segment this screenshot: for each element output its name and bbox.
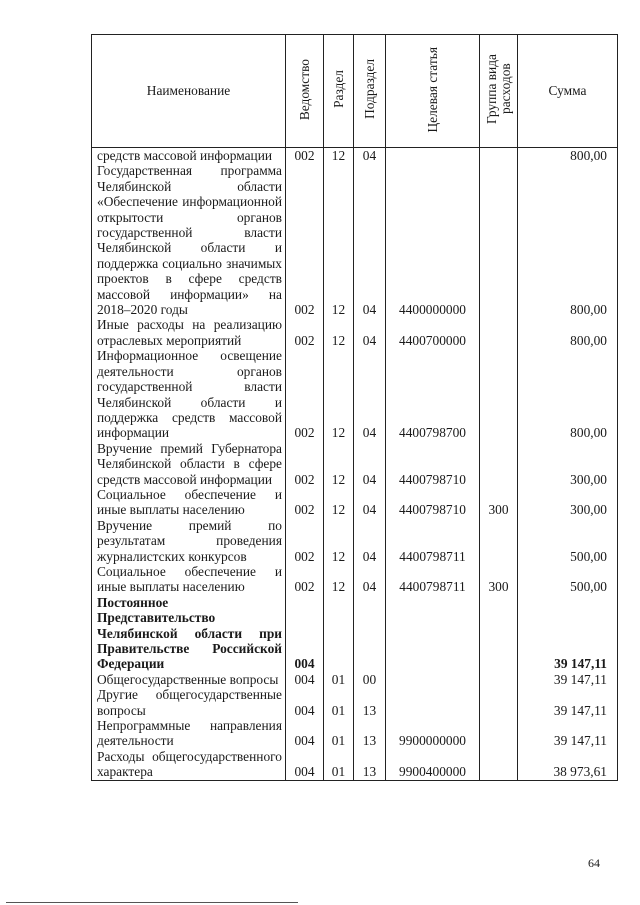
cell-summa: 800,00 <box>518 348 618 440</box>
cell-summa: 39 147,11 <box>518 718 618 749</box>
cell-celevaya-statya: 4400798700 <box>386 348 480 440</box>
cell-gruppa: 300 <box>480 487 518 518</box>
cell-vedomstvo: 002 <box>286 564 324 595</box>
cell-gruppa <box>480 749 518 780</box>
cell-gruppa <box>480 348 518 440</box>
cell-name: Вручение премий Губернатора Челябинской области в сфере средств массовой информации <box>92 441 286 487</box>
cell-razdel: 12 <box>324 441 354 487</box>
header-vedomstvo: Ведомство <box>286 35 324 148</box>
page-number: 64 <box>588 856 600 870</box>
cell-gruppa: 300 <box>480 564 518 595</box>
cell-podrazdel: 04 <box>354 148 386 164</box>
cell-gruppa <box>480 148 518 164</box>
cell-name: Постоянное Представительство Челябинской области при Правительстве Российской Федерации <box>92 595 286 672</box>
cell-razdel: 01 <box>324 749 354 780</box>
cell-podrazdel: 04 <box>354 348 386 440</box>
header-name: Наименование <box>92 35 286 148</box>
cell-gruppa <box>480 518 518 564</box>
cell-name: Непрограммные направления деятельности <box>92 718 286 749</box>
cell-podrazdel: 04 <box>354 163 386 317</box>
table-row <box>92 687 618 718</box>
cell-name: Общегосударственные вопросы <box>92 672 286 687</box>
cell-gruppa <box>480 441 518 487</box>
cell-razdel: 12 <box>324 163 354 317</box>
cell-podrazdel: 04 <box>354 487 386 518</box>
cell-summa: 39 147,11 <box>518 595 618 672</box>
cell-vedomstvo: 004 <box>286 749 324 780</box>
cell-name: Расходы общегосударственного характера <box>92 749 286 780</box>
cell-razdel: 01 <box>324 718 354 749</box>
table-row <box>92 441 618 487</box>
cell-celevaya-statya: 4400798711 <box>386 564 480 595</box>
cell-vedomstvo: 002 <box>286 148 324 164</box>
cell-name: Иные расходы на реализацию отраслевых мероприятий <box>92 317 286 348</box>
table-row <box>92 518 618 564</box>
cell-celevaya-statya <box>386 595 480 672</box>
table-row <box>92 348 618 440</box>
cell-vedomstvo: 002 <box>286 348 324 440</box>
cell-celevaya-statya: 4400700000 <box>386 317 480 348</box>
cell-razdel <box>324 595 354 672</box>
cell-celevaya-statya <box>386 148 480 164</box>
cell-gruppa <box>480 718 518 749</box>
cell-name: Другие общегосударственные вопросы <box>92 687 286 718</box>
cell-podrazdel: 04 <box>354 518 386 564</box>
cell-celevaya-statya: 9900400000 <box>386 749 480 780</box>
cell-celevaya-statya: 4400798710 <box>386 487 480 518</box>
cell-name: Вручение премий по результатам проведения журналистских конкурсов <box>92 518 286 564</box>
table-row <box>92 163 618 317</box>
cell-gruppa <box>480 595 518 672</box>
cell-summa: 300,00 <box>518 487 618 518</box>
cell-vedomstvo: 004 <box>286 595 324 672</box>
cell-razdel: 12 <box>324 487 354 518</box>
cell-vedomstvo: 002 <box>286 518 324 564</box>
cell-celevaya-statya <box>386 687 480 718</box>
cell-vedomstvo: 002 <box>286 441 324 487</box>
cell-name: Информационное освещение деятельности органов государственной власти Челябинской области и поддержка средств массовой информации <box>92 348 286 440</box>
footer-rule <box>6 902 298 903</box>
cell-vedomstvo: 002 <box>286 487 324 518</box>
cell-celevaya-statya: 9900000000 <box>386 718 480 749</box>
cell-podrazdel <box>354 595 386 672</box>
table-row <box>92 672 618 687</box>
cell-vedomstvo: 002 <box>286 317 324 348</box>
cell-summa: 800,00 <box>518 317 618 348</box>
table-row <box>92 718 618 749</box>
cell-podrazdel: 04 <box>354 564 386 595</box>
cell-gruppa <box>480 687 518 718</box>
table-row <box>92 148 618 164</box>
table-row <box>92 317 618 348</box>
cell-celevaya-statya: 4400798711 <box>386 518 480 564</box>
cell-podrazdel: 13 <box>354 687 386 718</box>
cell-razdel: 12 <box>324 564 354 595</box>
cell-podrazdel: 00 <box>354 672 386 687</box>
cell-summa: 500,00 <box>518 564 618 595</box>
cell-gruppa <box>480 317 518 348</box>
cell-summa: 300,00 <box>518 441 618 487</box>
header-razdel: Раздел <box>324 35 354 148</box>
cell-summa: 39 147,11 <box>518 672 618 687</box>
header-summa: Сумма <box>518 35 618 148</box>
cell-vedomstvo: 004 <box>286 687 324 718</box>
cell-razdel: 01 <box>324 672 354 687</box>
cell-celevaya-statya: 4400000000 <box>386 163 480 317</box>
header-row <box>92 35 618 148</box>
cell-razdel: 12 <box>324 348 354 440</box>
header-gruppa-vida-rashodov: Группа вида расходов <box>480 35 518 148</box>
cell-podrazdel: 13 <box>354 749 386 780</box>
cell-name: Социальное обеспечение и иные выплаты населению <box>92 487 286 518</box>
cell-summa: 800,00 <box>518 148 618 164</box>
cell-podrazdel: 04 <box>354 317 386 348</box>
cell-name: Социальное обеспечение и иные выплаты населению <box>92 564 286 595</box>
cell-gruppa <box>480 163 518 317</box>
cell-celevaya-statya: 4400798710 <box>386 441 480 487</box>
cell-name: Государственная программа Челябинской области «Обеспечение информационной открытости органов государственной власти Челябинской области и поддержка социально значимых проектов в сфере средств массовой информации» на 2018–2020 годы <box>92 163 286 317</box>
cell-podrazdel: 04 <box>354 441 386 487</box>
cell-summa: 38 973,61 <box>518 749 618 780</box>
cell-vedomstvo: 004 <box>286 672 324 687</box>
cell-vedomstvo: 004 <box>286 718 324 749</box>
table-body <box>92 148 618 781</box>
cell-gruppa <box>480 672 518 687</box>
cell-vedomstvo: 002 <box>286 163 324 317</box>
header-podrazdel: Подраздел <box>354 35 386 148</box>
table-row <box>92 749 618 780</box>
cell-summa: 500,00 <box>518 518 618 564</box>
cell-razdel: 12 <box>324 317 354 348</box>
table-row <box>92 487 618 518</box>
cell-razdel: 12 <box>324 518 354 564</box>
cell-summa: 800,00 <box>518 163 618 317</box>
table-row <box>92 595 618 672</box>
cell-podrazdel: 13 <box>354 718 386 749</box>
header-celevaya-statya: Целевая статья <box>386 35 480 148</box>
cell-razdel: 12 <box>324 148 354 164</box>
cell-razdel: 01 <box>324 687 354 718</box>
cell-name: средств массовой информации <box>92 148 286 164</box>
budget-table <box>91 34 618 781</box>
cell-celevaya-statya <box>386 672 480 687</box>
cell-summa: 39 147,11 <box>518 687 618 718</box>
table-row <box>92 564 618 595</box>
